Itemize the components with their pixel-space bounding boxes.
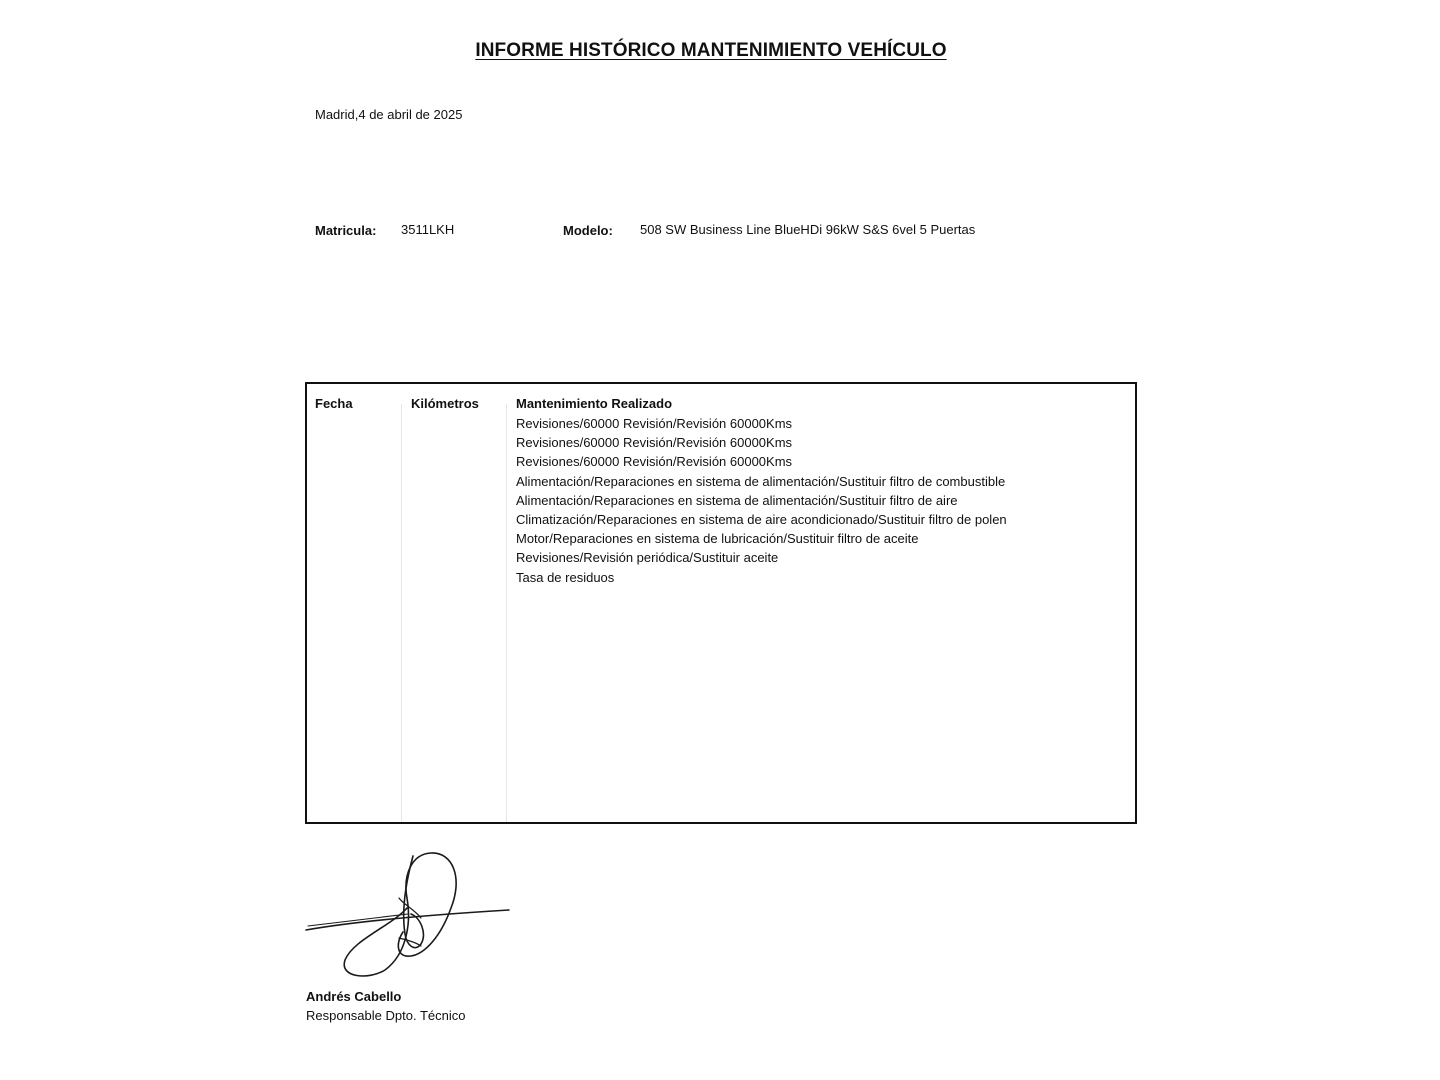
maintenance-item: Alimentación/Reparaciones en sistema de alimentación/Sustituir filtro de combustible [516,473,1006,489]
maintenance-item: Revisiones/60000 Revisión/Revisión 60000Kms [516,454,793,470]
plate-label: Matricula: [315,223,377,238]
maintenance-item: Revisiones/Revisión periódica/Sustituir aceite [516,550,779,566]
place-date: Madrid,4 de abril de 2025 [315,107,463,122]
maintenance-item: Alimentación/Reparaciones en sistema de alimentación/Sustituir filtro de aire [516,492,958,508]
header-date: Fecha [315,396,353,411]
model-value: 508 SW Business Line BlueHDi 96kW S&S 6vel 5 Puertas [640,222,976,237]
maintenance-list [516,414,1036,587]
signature-image [303,848,513,983]
header-maintenance: Mantenimiento Realizado [516,396,673,411]
signatory-name: Andrés Cabello [306,989,402,1004]
maintenance-table [305,382,1137,824]
column-separator [506,404,507,822]
maintenance-item: Tasa de residuos [516,569,615,585]
signatory-role: Responsable Dpto. Técnico [306,1008,466,1023]
header-km: Kilómetros [411,396,479,411]
column-separator [401,404,402,822]
document-title: INFORME HISTÓRICO MANTENIMIENTO VEHÍCULO [475,40,947,61]
maintenance-item: Revisiones/60000 Revisión/Revisión 60000Kms [516,435,793,451]
model-label: Modelo: [563,223,613,238]
maintenance-item: Climatización/Reparaciones en sistema de aire acondicionado/Sustituir filtro de polen [516,512,1007,528]
plate-value: 3511LKH [401,222,455,237]
maintenance-item: Revisiones/60000 Revisión/Revisión 60000Kms [516,416,793,431]
maintenance-item: Motor/Reparaciones en sistema de lubricación/Sustituir filtro de aceite [516,531,919,547]
